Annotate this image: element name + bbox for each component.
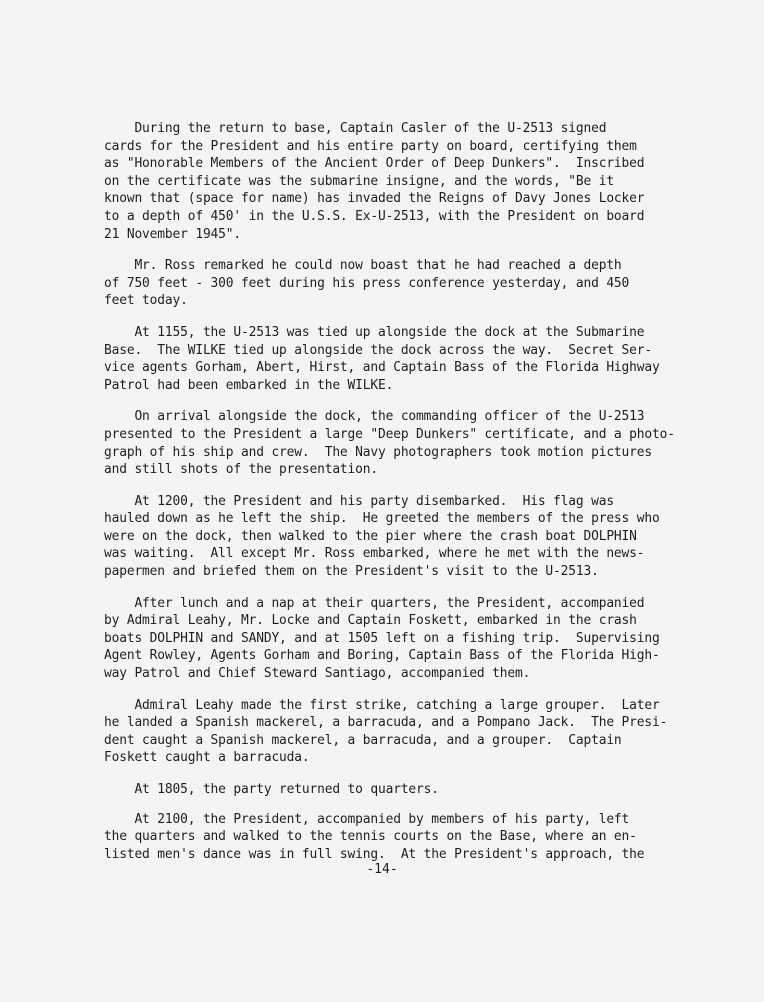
paragraph-disembarked: At 1200, the President and his party disembarked. His flag was hauled down as he left the ship. He greeted the members of the press who were on the dock, then walked to the pier where the crash boat DOLPHIN was waiting. All except Mr. Ross embarked, where he met with the news- papermen and briefed them on the President's visit to the U-2513. <box>104 493 660 580</box>
page-number: -14- <box>366 862 398 877</box>
paragraph-fishing-trip: After lunch and a nap at their quarters, the President, accompanied by Admiral Leahy, Mr. Locke and Captain Foskett, embarked in the crash boats DOLPHIN and SANDY, and at 1505 left on a fishing trip. Supervising Agent Rowley, Agents Gorham and Boring, Captain Bass of the Florida High- way Patrol and Chief Steward Santiago, accompanied them. <box>104 595 660 682</box>
paragraph-ross-remark: Mr. Ross remarked he could now boast that he had reached a depth of 750 feet - 300 feet during his press conference yesterday, and 450 feet today. <box>104 258 630 309</box>
body-text <box>104 120 704 877</box>
paragraph-return-to-base: During the return to base, Captain Casler of the U-2513 signed cards for the President and his entire party on board, certifying them as "Honorable Members of the Ancient Order of Deep Dunkers". Inscribed on the certificate was the submarine insigne, and the words, "Be it known that (space for name) has invaded the Reigns of Davy Jones Locker to a depth of 450' in the U.S.S. Ex-U-2513, with the President on board 21 November 1945". <box>104 121 645 242</box>
paragraph-returned: At 1805, the party returned to quarters. <box>104 782 439 797</box>
paragraph-catch: Admiral Leahy made the first strike, catching a large grouper. Later he landed a Spanish mackerel, a barracuda, and a Pompano Jack. The Presi- dent caught a Spanish mackerel, a barracuda, and a grouper. Captain Foskett caught a barracuda. <box>104 697 668 766</box>
paragraph-tied-up: At 1155, the U-2513 was tied up alongside the dock at the Submarine Base. The WILKE tied up alongside the dock across the way. Secret Ser- vice agents Gorham, Abert, Hirst, and Captain Bass of the Florida Highway Patrol had been embarked in the WILKE. <box>104 324 660 393</box>
paragraph-dance: At 2100, the President, accompanied by members of his party, left the quarters and walked to the tennis courts on the Base, where an en- listed men's dance was in full swing. At the President's approach, the <box>104 811 645 862</box>
paragraph-arrival: On arrival alongside the dock, the commanding officer of the U-2513 presented to the President a large "Deep Dunkers" certificate, and a photo- graph of his ship and crew. The Navy photographers took motion pictures and still shots of the presentation. <box>104 409 675 478</box>
